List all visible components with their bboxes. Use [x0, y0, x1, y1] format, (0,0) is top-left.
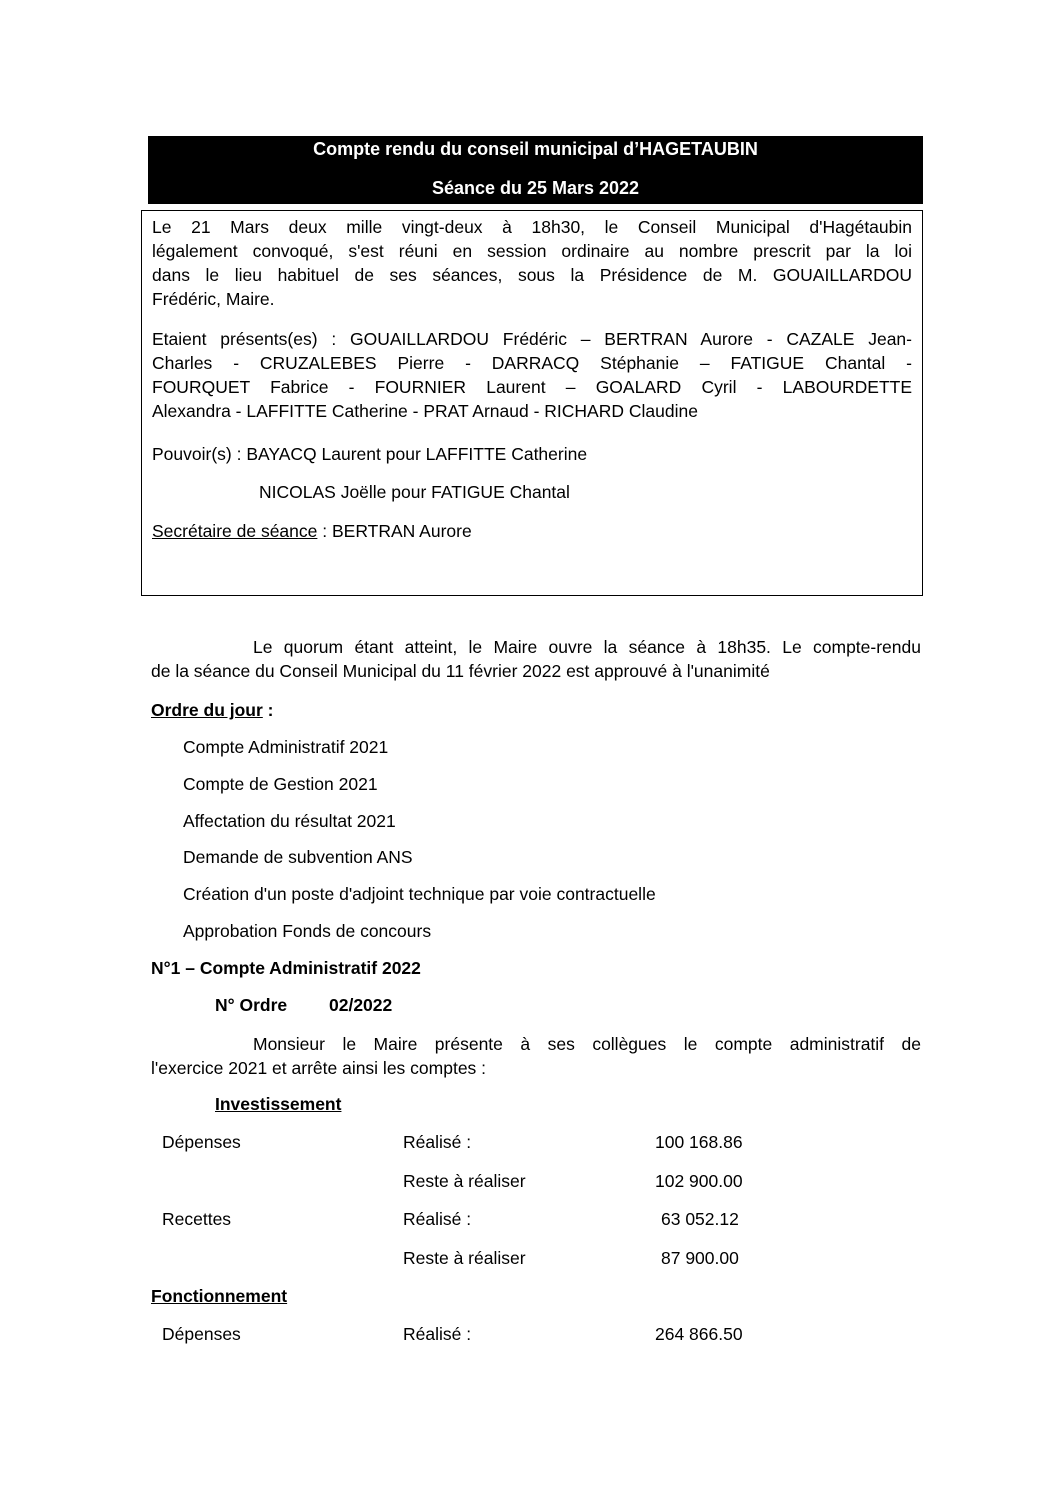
table-cell-amount: 87 900.00	[661, 1248, 739, 1268]
secretaire-line	[152, 519, 912, 543]
intro-line: Le 21 Mars deux mille vingt-deux à 18h30, le Conseil Municipal d'Hagétaubin	[152, 217, 912, 237]
table-cell-amount: 102 900.00	[655, 1171, 743, 1191]
document-title: Compte rendu du conseil municipal d’HAGETAUBIN	[313, 139, 758, 159]
agenda-item: Compte Administratif 2021	[183, 737, 389, 757]
fonctionnement-label: Fonctionnement	[151, 1286, 288, 1306]
convocation-box	[141, 210, 923, 596]
section-heading-n1: N°1 – Compte Administratif 2022	[151, 958, 421, 978]
ordre-du-jour-suffix: :	[262, 700, 274, 720]
present-paragraph	[152, 327, 912, 423]
compte-intro-line-1: Monsieur le Maire présente à ses collègues le compte administratif de	[253, 1034, 921, 1054]
secretaire-label: Secrétaire de séance	[152, 521, 318, 541]
ordre-du-jour-heading	[151, 700, 274, 721]
table-cell-amount: 264 866.50	[655, 1324, 743, 1344]
ordre-number-value: 02/2022	[329, 995, 393, 1015]
table-cell-category: Recettes	[162, 1209, 232, 1229]
document-header	[148, 136, 923, 204]
table-cell-category: Dépenses	[162, 1132, 241, 1152]
intro-line: dans le lieu habituel de ses séances, sous la Présidence de M. GOUAILLARDOU	[152, 265, 912, 285]
ordre-du-jour-label: Ordre du jour	[151, 700, 263, 720]
table-cell-type: Reste à réaliser	[403, 1171, 526, 1191]
table-cell-amount: 100 168.86	[655, 1132, 743, 1152]
table-cell-amount: 63 052.12	[661, 1209, 739, 1229]
table-cell-type: Réalisé :	[403, 1209, 472, 1229]
investissement-label: Investissement	[215, 1094, 342, 1114]
pouvoir-line-2: NICOLAS Joëlle pour FATIGUE Chantal	[259, 482, 570, 502]
agenda-item: Compte de Gestion 2021	[183, 774, 378, 794]
ordre-number-label: N° Ordre	[215, 995, 288, 1015]
agenda-item: Approbation Fonds de concours	[183, 921, 432, 941]
intro-line: légalement convoqué, s'est réuni en session ordinaire au nombre prescrit par la loi	[152, 241, 912, 261]
quorum-line-2: de la séance du Conseil Municipal du 11 février 2022 est approuvé à l'unanimité	[151, 661, 770, 681]
agenda-item: Création d'un poste d'adjoint technique par voie contractuelle	[183, 884, 656, 904]
agenda-item: Demande de subvention ANS	[183, 847, 413, 867]
table-cell-type: Réalisé :	[403, 1132, 472, 1152]
table-cell-category: Dépenses	[162, 1324, 241, 1344]
present-line: Alexandra - LAFFITTE Catherine - PRAT Arnaud - RICHARD Claudine	[152, 401, 698, 421]
intro-line: Frédéric, Maire.	[152, 289, 275, 309]
present-line: FOURQUET Fabrice - FOURNIER Laurent – GOALARD Cyril - LABOURDETTE	[152, 377, 912, 397]
pouvoir-line-1: Pouvoir(s) : BAYACQ Laurent pour LAFFITTE Catherine	[152, 444, 588, 464]
intro-paragraph	[152, 215, 912, 311]
agenda-item: Affectation du résultat 2021	[183, 811, 396, 831]
compte-intro-line-2: l'exercice 2021 et arrête ainsi les comptes :	[151, 1058, 487, 1078]
table-cell-type: Reste à réaliser	[403, 1248, 526, 1268]
quorum-line-1: Le quorum étant atteint, le Maire ouvre la séance à 18h35. Le compte-rendu	[253, 637, 921, 657]
present-line: Etaient présents(es) : GOUAILLARDOU Frédéric – BERTRAN Aurore - CAZALE Jean-	[152, 329, 912, 349]
session-date: Séance du 25 Mars 2022	[431, 178, 640, 198]
table-cell-type: Réalisé :	[403, 1324, 472, 1344]
secretaire-value: : BERTRAN Aurore	[317, 521, 472, 541]
present-line: Charles - CRUZALEBES Pierre - DARRACQ Stéphanie – FATIGUE Chantal -	[152, 353, 912, 373]
